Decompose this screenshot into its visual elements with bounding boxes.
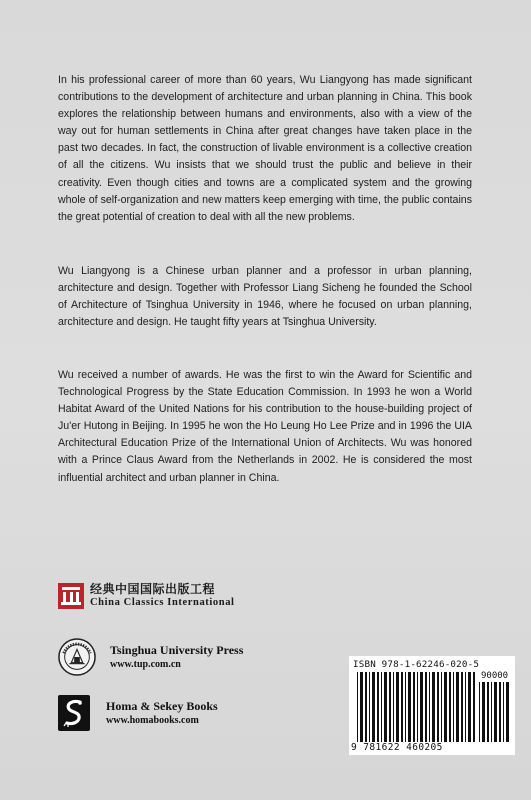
cci-name-chinese: 经典中国国际出版工程 [90, 582, 216, 596]
description-paragraph-1: In his professional career of more than 60 years, Wu Liangyong has made significant contributions to the development of architecture and urban planning in China. This book explores the relationship between humans and environments, also with a view of the way out for human settlements in China after great changes have taken place in the past two decades. In fact, the construction of livable environment is a collective creation of all the citizens. Wu insists that we should trust the public and believe in their creativity. Even though cities and towns are a complicated system and the growing whole of self-organization and new matters keep emerging with time, the public contains the great potential of creation to deal with all the new problems. [58, 74, 472, 223]
barcode-addon [479, 682, 511, 742]
description-paragraph-2: Wu Liangyong is a Chinese urban planner and a professor in urban planning, architecture and design. Together with Professor Liang Sicheng he founded the School of Architecture of Tsinghua University in 1946, where he focused on urban planning, architecture and design. He taught fifty years at Tsinghua University. [58, 265, 472, 329]
isbn-number: ISBN 978-1-62246-020-5 [353, 659, 480, 670]
tup-name: Tsinghua University Press [110, 643, 244, 657]
price-code: 90000 [481, 671, 509, 681]
tsinghua-university-press-imprint [58, 638, 243, 676]
tsinghua-seal-icon [58, 638, 96, 676]
barcode-digits: 9 781622 460205 [351, 742, 443, 753]
homa-url: www.homabooks.com [106, 715, 199, 726]
tup-url: www.tup.com.cn [110, 659, 181, 670]
china-classics-international-imprint [58, 582, 235, 609]
homa-dragon-icon [58, 695, 90, 731]
isbn-barcode-box [349, 656, 515, 755]
barcode-main [357, 672, 475, 742]
cci-logo-icon [58, 583, 84, 609]
homa-sekey-books-imprint [58, 695, 218, 731]
homa-name: Homa & Sekey Books [106, 699, 218, 713]
description-paragraph-3: Wu received a number of awards. He was the first to win the Award for Scientific and Technological Progress by the State Education Commission. In 1993 he won a World Habitat Award of the United Nations for his contribution to the house-building project of Ju'er Hutong in Beijing. In 1995 he won the Ho Leung Ho Lee Prize and in 1996 the UIA Architectural Education Prize of the International Union of Architects. Wu was honored with a Prince Claus Award from the Netherlands in 2002. He is considered the most influential architect and urban planner in China. [58, 369, 472, 484]
cci-name-english: China Classics International [90, 597, 235, 608]
